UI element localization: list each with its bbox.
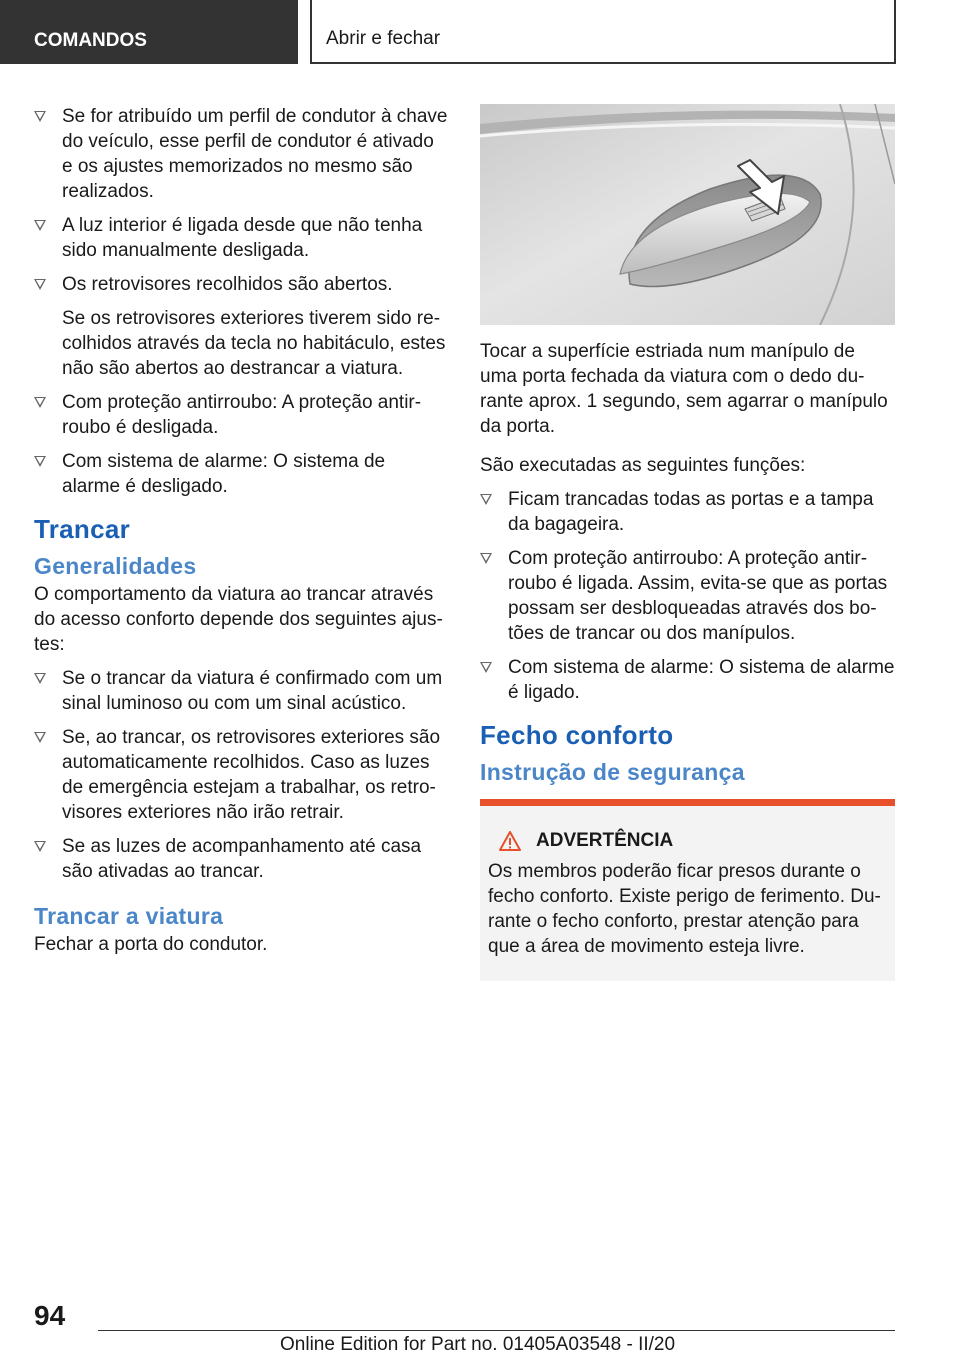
left-column xyxy=(34,104,448,966)
triangle-bullet-icon xyxy=(34,111,46,122)
triangle-bullet-icon xyxy=(34,279,46,290)
triangle-bullet-icon xyxy=(34,220,46,231)
list-item: Ficam trancadas todas as portas e a tampa da bagageira. xyxy=(480,487,895,537)
list-item: Os retrovisores recolhidos são abertos. Se os retrovisores exteriores tiverem sido recolhidos através da tecla no habitáculo, estes não são abertos ao destrancar a viatura. xyxy=(34,272,448,381)
heading-fecho-conforto: Fecho conforto xyxy=(480,720,674,750)
triangle-bullet-icon xyxy=(480,553,492,564)
lock-settings-list xyxy=(34,666,448,884)
list-item: Com sistema de alarme: O sistema de alarme é desligado. xyxy=(34,449,448,499)
paragraph-executadas: São executadas as seguintes funções: xyxy=(480,455,806,476)
triangle-bullet-icon xyxy=(34,456,46,467)
warning-title-row xyxy=(488,828,887,853)
triangle-bullet-icon xyxy=(34,673,46,684)
unlock-functions-list xyxy=(34,104,448,499)
list-item: Se as luzes de acompanhamento até casa são ativadas ao trancar. xyxy=(34,834,448,884)
warning-text: Os membros poderão ficar presos durante o fecho conforto. Existe perigo de ferimento. Durante o fecho conforto, prestar atenção para que a área de movimento esteja livre. xyxy=(488,861,881,957)
triangle-bullet-icon xyxy=(480,662,492,673)
footer-edition: Online Edition for Part no. 01405A03548 - II/20 xyxy=(280,1334,676,1355)
right-column xyxy=(480,104,895,981)
heading-instrucao-seguranca: Instrução de segurança xyxy=(480,759,745,785)
heading-trancar-viatura: Trancar a viatura xyxy=(34,903,224,929)
list-item: Com sistema de alarme: O sistema de alarme é ligado. xyxy=(480,655,895,705)
warning-box xyxy=(480,799,895,981)
list-item: Com proteção antirroubo: A proteção antirroubo é ligada. Assim, evita-se que as portas possam ser desbloqueadas através dos botões de trancar ou dos manípulos. xyxy=(480,546,895,646)
heading-trancar: Trancar xyxy=(34,514,131,544)
list-item-note: Se os retrovisores exteriores tiverem sido recolhidos através da tecla no habitáculo, estes não são abertos ao destrancar a viatura. xyxy=(62,308,446,379)
paragraph-trancar-viatura: Fechar a porta do condutor. xyxy=(34,934,268,955)
lock-functions-list xyxy=(480,487,895,705)
list-item: Com proteção antirroubo: A proteção antirroubo é desligada. xyxy=(34,390,448,440)
heading-generalidades: Generalidades xyxy=(34,553,197,579)
triangle-bullet-icon xyxy=(34,732,46,743)
triangle-bullet-icon xyxy=(34,397,46,408)
section-tab: COMANDOS xyxy=(0,0,298,64)
paragraph-generalidades: O comportamento da viatura ao trancar através do acesso conforto depende dos seguintes ajustes: xyxy=(34,584,443,655)
warning-triangle-icon xyxy=(498,830,522,852)
triangle-bullet-icon xyxy=(480,494,492,505)
list-item: Se for atribuído um perfil de condutor à chave do veículo, esse perfil de condutor é ativado e os ajustes memorizados no mesmo são realizados. xyxy=(34,104,448,204)
list-item: Se o trancar da viatura é confirmado com um sinal luminoso ou com um sinal acústico. xyxy=(34,666,448,716)
triangle-bullet-icon xyxy=(34,841,46,852)
chapter-title: Abrir e fechar xyxy=(310,0,896,64)
page-number: 94 xyxy=(34,1300,66,1331)
list-item: Se, ao trancar, os retrovisores exteriores são automaticamente recolhidos. Caso as luzes de emergência estejam a trabalhar, os retrovisores exteriores não irão retrair. xyxy=(34,725,448,825)
page-header xyxy=(0,0,960,64)
paragraph-tocar: Tocar a superfície estriada num manípulo de uma porta fechada da viatura com o dedo durante aprox. 1 segundo, sem agarrar o manípulo da porta. xyxy=(480,341,888,437)
warning-title: ADVERTÊNCIA xyxy=(536,830,674,851)
door-handle-illustration xyxy=(480,104,895,325)
list-item: A luz interior é ligada desde que não tenha sido manualmente desligada. xyxy=(34,213,448,263)
footer-divider xyxy=(98,1330,895,1331)
